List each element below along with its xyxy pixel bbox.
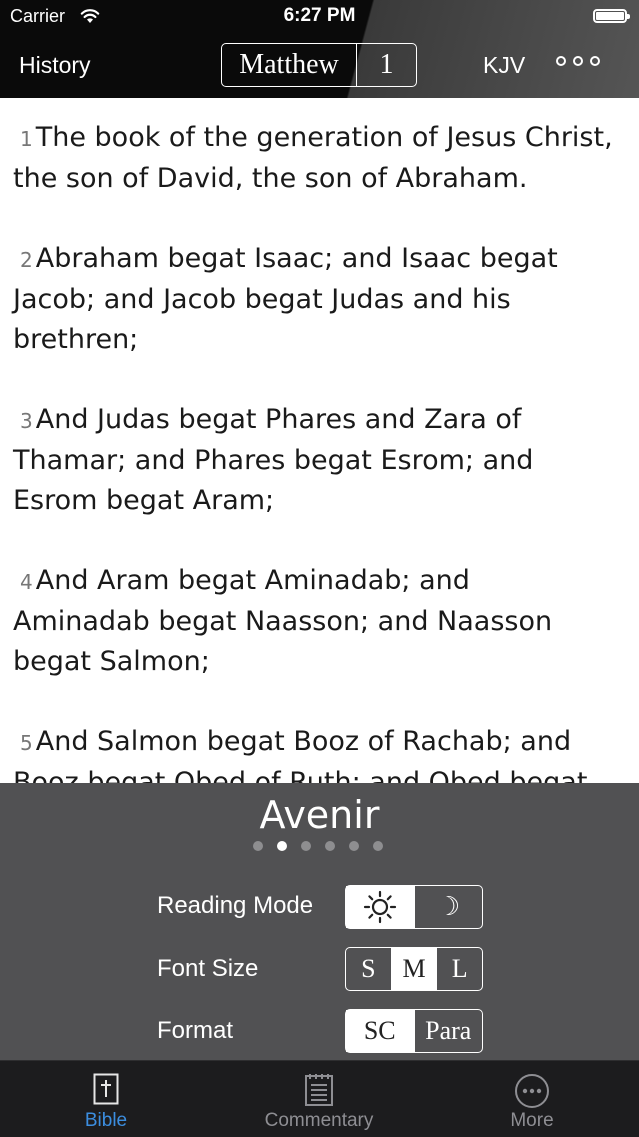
verse[interactable] bbox=[13, 400, 615, 521]
font-size-control bbox=[345, 947, 483, 991]
sun-icon bbox=[363, 890, 397, 924]
verse[interactable] bbox=[13, 239, 615, 360]
format-label: Format bbox=[157, 1017, 234, 1044]
font-page-dot[interactable] bbox=[301, 841, 311, 851]
verse-text: And Judas begat Phares and Zara of Thamar; and Phares begat Esrom; and Esrom begat Aram; bbox=[13, 404, 534, 516]
tab-commentary[interactable] bbox=[239, 1061, 399, 1137]
more-dot bbox=[573, 56, 583, 66]
chapter-selector-button[interactable]: 1 bbox=[379, 49, 394, 80]
tab-label: Bible bbox=[84, 1110, 128, 1131]
font-page-dot[interactable] bbox=[373, 841, 383, 851]
tab-label: More bbox=[510, 1110, 554, 1131]
format-control bbox=[345, 1009, 483, 1053]
reading-settings-panel bbox=[0, 783, 639, 1060]
history-button[interactable]: History bbox=[19, 52, 91, 78]
dark-mode-button[interactable] bbox=[414, 886, 482, 928]
battery-icon bbox=[593, 9, 627, 23]
version-button[interactable]: KJV bbox=[483, 52, 526, 78]
font-name-title[interactable]: Avenir bbox=[259, 793, 380, 837]
bible-icon bbox=[93, 1073, 119, 1105]
font-page-indicator[interactable] bbox=[253, 841, 383, 851]
verse-number: 4 bbox=[20, 570, 33, 594]
more-dot bbox=[556, 56, 566, 66]
tab-bar bbox=[0, 1060, 639, 1137]
book-selector-button[interactable]: Matthew bbox=[222, 44, 357, 86]
reading-mode-label: Reading Mode bbox=[157, 892, 314, 919]
font-size-label: Font Size bbox=[157, 955, 259, 982]
format-sc-button[interactable]: SC bbox=[346, 1010, 414, 1052]
light-mode-button[interactable] bbox=[346, 886, 414, 928]
format-para-button[interactable]: Para bbox=[414, 1010, 483, 1052]
font-size-large-button[interactable]: L bbox=[436, 948, 482, 990]
carrier-label: Carrier bbox=[10, 6, 66, 26]
font-page-dot[interactable] bbox=[325, 841, 335, 851]
verse-number: 1 bbox=[20, 127, 33, 151]
top-bar bbox=[0, 0, 639, 98]
verse-text: Abraham begat Isaac; and Isaac begat Jacob; and Jacob begat Judas and his brethren; bbox=[13, 243, 558, 355]
verse-number: 5 bbox=[20, 731, 33, 755]
chapter-text[interactable] bbox=[0, 98, 639, 783]
verse-text: The book of the generation of Jesus Christ, the son of David, the son of Abraham. bbox=[13, 122, 613, 194]
tab-bible[interactable] bbox=[26, 1061, 186, 1137]
more-options-icon[interactable] bbox=[556, 56, 600, 66]
verse[interactable] bbox=[13, 118, 615, 199]
font-page-dot[interactable] bbox=[349, 841, 359, 851]
status-bar bbox=[0, 0, 639, 34]
font-page-dot[interactable] bbox=[253, 841, 263, 851]
tab-more[interactable] bbox=[452, 1061, 612, 1137]
verse-text: And Aram begat Aminadab; and Aminadab begat Naasson; and Naasson begat Salmon; bbox=[13, 565, 553, 677]
tab-label: Commentary bbox=[264, 1110, 374, 1131]
verse-number: 3 bbox=[20, 409, 33, 433]
font-size-medium-button[interactable]: M bbox=[391, 948, 437, 990]
verse-number: 2 bbox=[20, 248, 33, 272]
verse-text: And Salmon begat Booz of Rachab; and bbox=[35, 726, 572, 757]
more-dot bbox=[590, 56, 600, 66]
moon-icon: ☽ bbox=[436, 892, 461, 921]
font-size-small-button[interactable]: S bbox=[361, 954, 376, 983]
commentary-icon bbox=[304, 1073, 334, 1107]
verse[interactable] bbox=[13, 561, 615, 682]
status-time: 6:27 PM bbox=[283, 5, 356, 26]
book-chapter-selector bbox=[221, 43, 417, 87]
more-icon bbox=[514, 1073, 550, 1109]
reading-mode-toggle bbox=[345, 885, 483, 929]
font-page-dot[interactable] bbox=[277, 841, 287, 851]
